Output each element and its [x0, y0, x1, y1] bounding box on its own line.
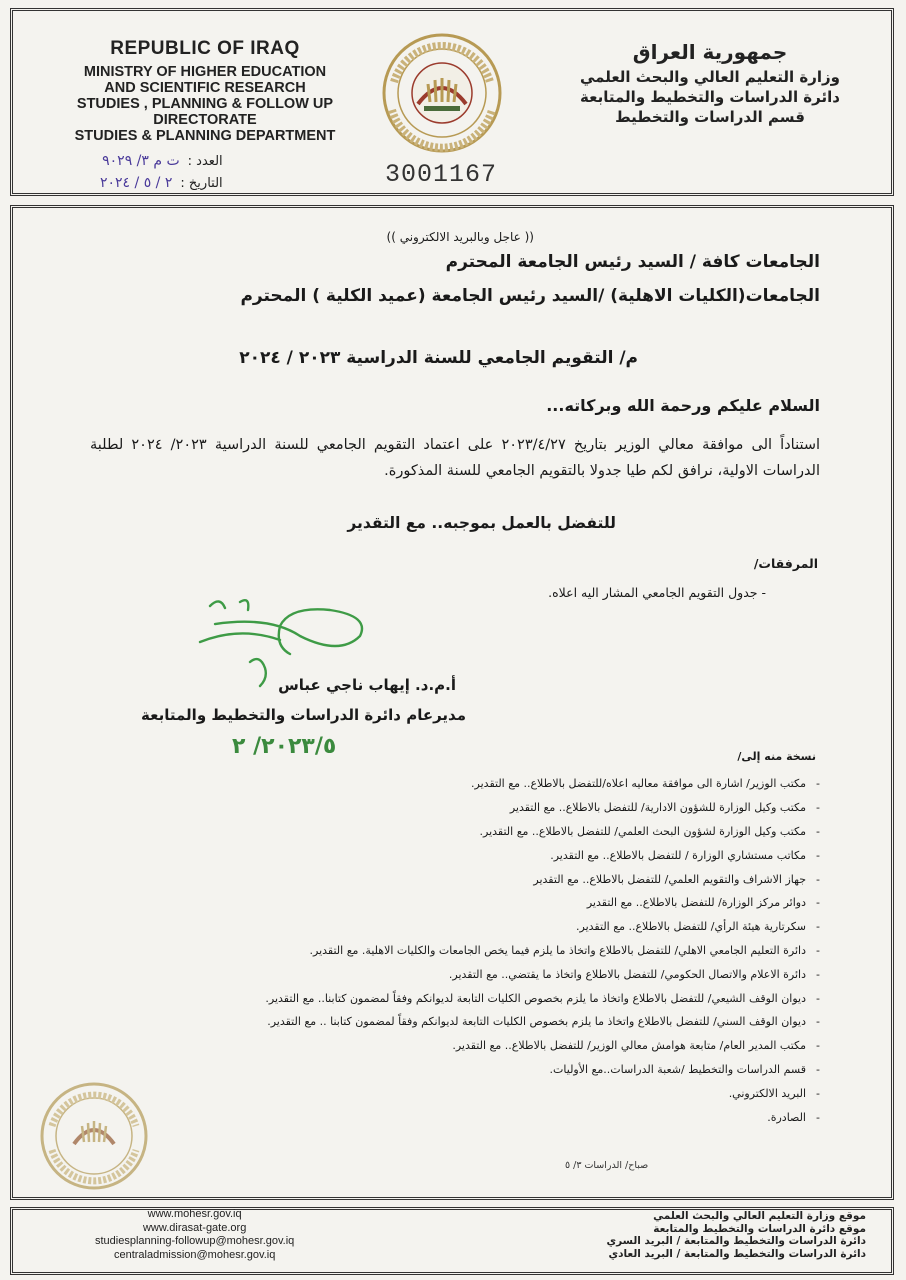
signer-title: مديرعام دائرة الدراسات والتخطيط والمتابعة — [141, 706, 466, 724]
cc-list — [180, 772, 820, 1129]
cc-item: - سكرتارية هيئة الرأي/ للتفضل بالاطلاع.. مع التقدير. — [576, 920, 820, 934]
en-ministry: MINISTRY OF HIGHER EDUCATION — [83, 64, 327, 80]
number-value: ت م ٣/ ٩٠٢٩ — [102, 153, 180, 169]
english-letterhead — [40, 38, 370, 144]
reference-block — [100, 150, 223, 194]
cc-item: - مكتب وكيل الوزارة للشؤون الادارية/ للتفضل بالاطلاع.. مع التقدير — [509, 801, 820, 815]
footer-contacts — [95, 1208, 294, 1262]
ar-directorate: دائرة الدراسات والتخطيط والمتابعة — [580, 88, 840, 106]
ministry-seal-logo — [372, 32, 512, 154]
urgent-note: (( عاجل وبالبريد الالكتروني )) — [386, 230, 534, 244]
footer-email[interactable]: studiesplanning-followup@mohesr.gov.iq — [95, 1235, 295, 1247]
cc-item: - مكاتب مستشاري الوزارة / للتفضل بالاطلاع.. مع التقدير. — [550, 848, 820, 862]
cc-item: - مكتب الوزير/ اشارة الى موافقة معاليه اعلاه/للتفضل بالاطلاع.. مع التقدير. — [471, 777, 820, 791]
cc-title: نسخة منه إلى/ — [737, 750, 816, 763]
date-label: التاريخ : — [180, 175, 223, 191]
cc-item: - الصادرة. — [767, 1110, 820, 1124]
attachments-title: المرفقات/ — [753, 556, 818, 571]
cc-item: - جهاز الاشراف والتقويم العلمي/ للتفضل بالاطلاع.. مع التقدير — [533, 872, 820, 886]
cc-item: - دائرة الاعلام والاتصال الحكومي/ للتفضل بالاطلاع واتخاذ ما يقتضي.. مع التقدير. — [448, 967, 820, 981]
watermark-seal-logo — [38, 1080, 150, 1192]
cc-item: - مكتب وكيل الوزارة لشؤون البحث العلمي/ للتفضل بالاطلاع.. مع التقدير. — [479, 824, 820, 838]
cc-item: - ديوان الوقف الشيعي/ للتفضل بالاطلاع واتخاذ ما يلزم بخصوص الكليات التابعة لديوانكم وفقاً لمضمون كتابنا.. مع التقدير. — [265, 991, 820, 1005]
footer-label: موقع دائرة الدراسات والتخطيط والمتابعة — [653, 1222, 866, 1235]
ar-department: قسم الدراسات والتخطيط — [615, 108, 805, 126]
en-department: STUDIES & PLANNING DEPARTMENT — [74, 128, 336, 144]
footer-label: موقع وزارة التعليم العالي والبحث العلمي — [653, 1210, 866, 1222]
cc-item: - قسم الدراسات والتخطيط /شعبة الدراسات..مع الأوليات. — [549, 1062, 820, 1076]
footer-label: دائرة الدراسات والتخطيط والمتابعة / البريد العادي — [608, 1247, 866, 1260]
body-paragraph: استناداً الى موافقة معالي الوزير بتاريخ ٢٠٢٣/٤/٢٧ على اعتماد التقويم الجامعي للسنة الدراسية ٢٠٢٣/ ٢٠٢٤ لطلبة الدراسات الاولية، نرافق لكم طيا جدولا بالتقويم الجامعي للسنة المذكورة. — [90, 437, 821, 479]
signer-name: أ.م.د. إيهاب ناجي عباس — [278, 676, 456, 694]
cc-item: - دائرة التعليم الجامعي الاهلي/ للتفضل بالاطلاع واتخاذ ما يلزم فيما يخص الجامعات والكليات الاهلية. مع التقدير. — [309, 943, 820, 957]
handwritten-date: ٢٠٢٣/٥/ ٢ — [232, 734, 337, 759]
ar-ministry: وزارة التعليم العالي والبحث العلمي — [579, 68, 841, 86]
footer-email[interactable]: centraladmission@mohesr.gov.iq — [113, 1248, 276, 1261]
en-country: REPUBLIC OF IRAQ — [110, 38, 300, 59]
cc-item: - ديوان الوقف السني/ للتفضل بالاطلاع واتخاذ ما يلزم بخصوص الكليات التابعة لديوانكم وفقاً لمضمون كتابنا .. مع التقدير. — [267, 1015, 820, 1029]
en-ministry-cont: AND SCIENTIFIC RESEARCH — [104, 80, 306, 96]
serial-number: 3001167 — [385, 160, 498, 189]
footer-link[interactable]: www.mohesr.gov.iq — [147, 1208, 242, 1220]
footer-labels — [606, 1210, 866, 1260]
arabic-letterhead — [560, 40, 860, 126]
cc-item: - البريد الالكتروني. — [728, 1086, 820, 1100]
date-value: ٢ / ٥ / ٢٠٢٤ — [100, 175, 173, 191]
greeting: السلام عليكم ورحمة الله وبركاته... — [546, 396, 820, 415]
attachment-item: - جدول التقويم الجامعي المشار اليه اعلاه. — [548, 585, 766, 600]
ar-country: جمهورية العراق — [632, 40, 788, 64]
addressee-1: الجامعات كافة / السيد رئيس الجامعة المحترم — [445, 252, 820, 272]
cc-item: - مكتب المدير العام/ متابعة هوامش معالي الوزير/ للتفضل بالاطلاع.. مع التقدير. — [452, 1039, 820, 1053]
en-directorate: STUDIES , PLANNING & FOLLOW UP DIRECTORATE — [76, 96, 334, 128]
footer-link[interactable]: www.dirasat-gate.org — [142, 1221, 247, 1234]
office-code: صباح/ الدراسات ٣/ ٥ — [565, 1160, 649, 1171]
subject-line: م/ التقويم الجامعي للسنة الدراسية ٢٠٢٣ / ٢٠٢٤ — [239, 348, 638, 368]
closing-line: للتفضل بالعمل بموجبه.. مع التقدير — [347, 514, 616, 532]
footer-label: دائرة الدراسات والتخطيط والمتابعة / البريد السري — [606, 1235, 866, 1247]
addressee-2: الجامعات(الكليات الاهلية) /السيد رئيس الجامعة (عميد الكلية ) المحترم — [240, 286, 820, 306]
cc-item: - دوائر مركز الوزارة/ للتفضل بالاطلاع.. مع التقدير — [586, 896, 820, 910]
number-label: العدد : — [187, 153, 223, 169]
